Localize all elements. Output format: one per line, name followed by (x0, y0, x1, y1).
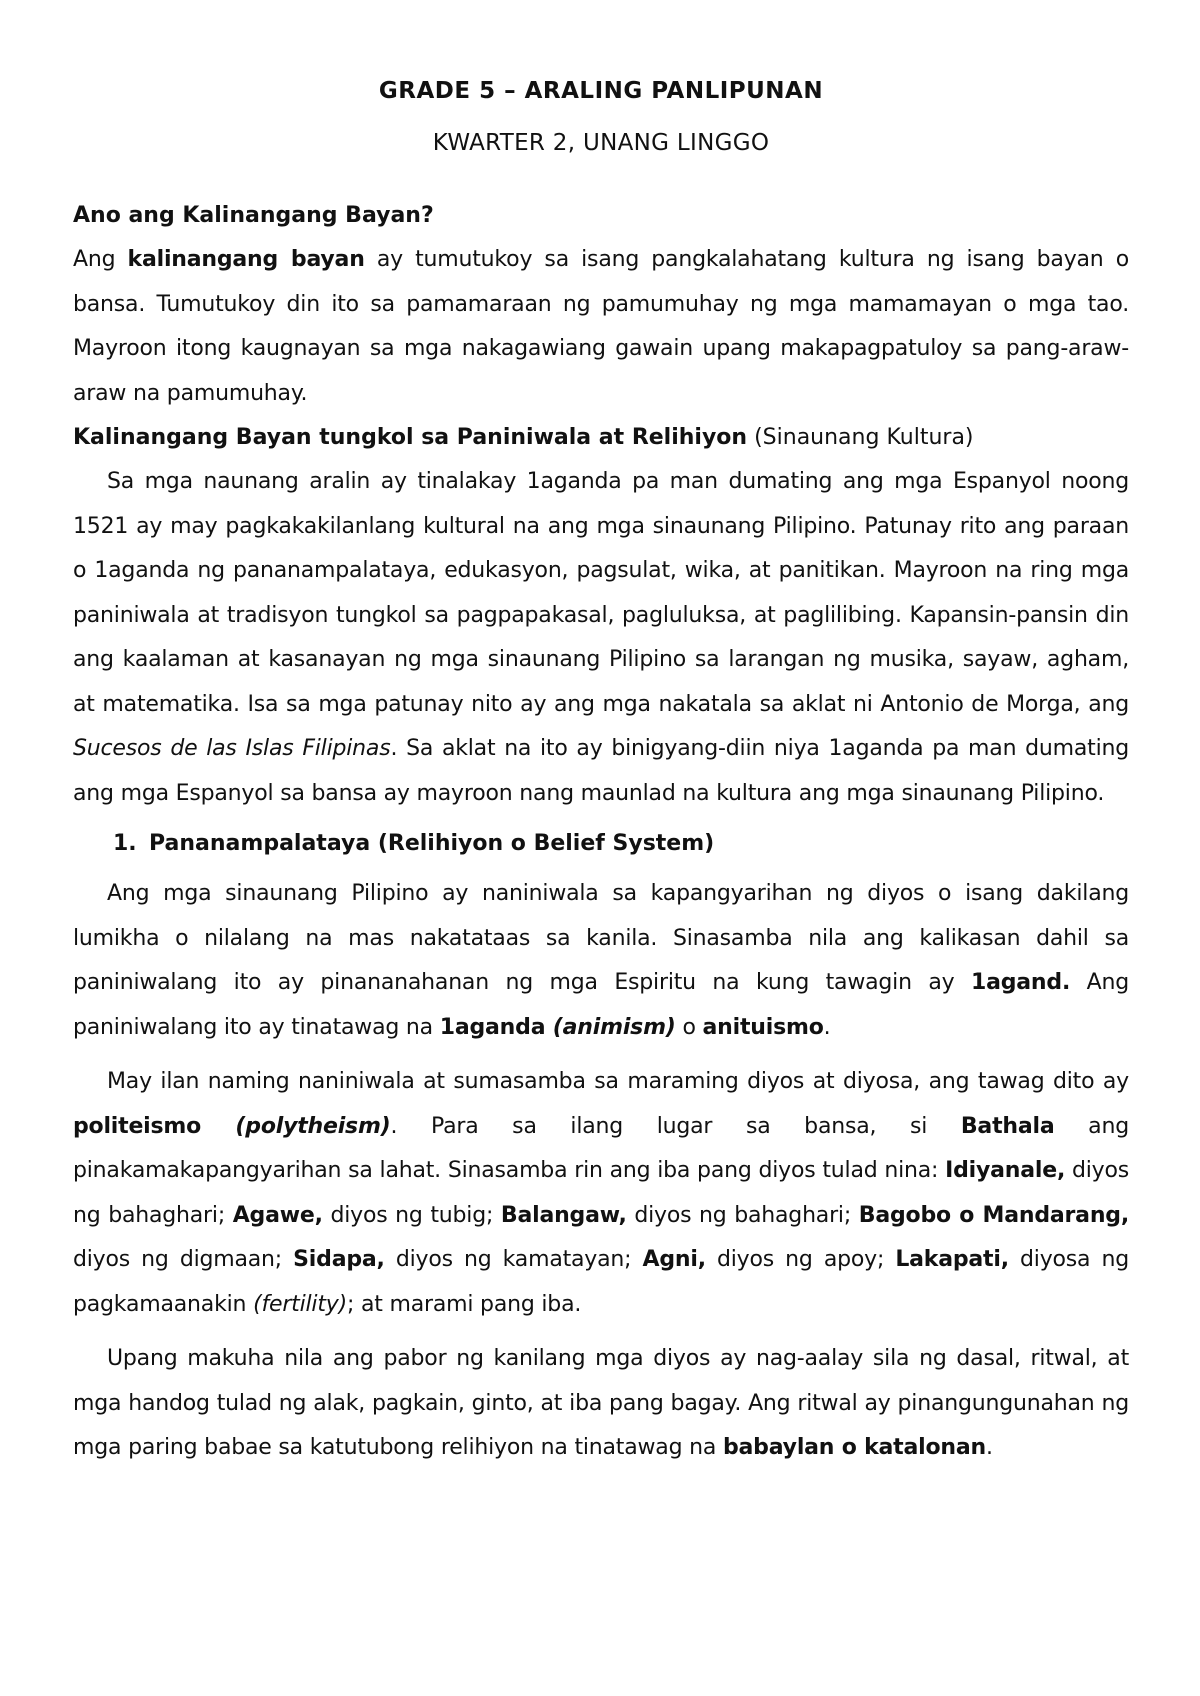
god-desc: diyos ng apoy; (705, 1247, 896, 1272)
god-name: Lakapati, (895, 1247, 1009, 1272)
belief-paragraph (73, 460, 1129, 816)
god-name: Balangaw, (500, 1202, 627, 1228)
term: 1agand. (970, 970, 1071, 995)
section-1-number: 1. (113, 831, 137, 856)
text-run: Upang makuha nila ang pabor ng kanilang mga diyos ay nag-aalay sila ng dasal, ritwal, at mga handog tulad ng alak, pagkain, ginto, at iba pang bagay. Ang ritwal ay pinangungunahan ng mga paring babae sa katutubong relihiyon na tinatawag na (73, 1346, 1129, 1460)
text-run: ang pinakamakapangyarihan sa lahat. Sinasamba rin ang iba pang diyos tulad nina: (73, 1113, 1129, 1183)
text-run: Ang (73, 247, 128, 272)
god-name: Sidapa, (293, 1247, 385, 1272)
god-desc: diyos ng tubig; (322, 1202, 501, 1228)
belief-heading-note: (Sinaunang Kultura) (747, 425, 974, 450)
god-desc: diyosa ng pagkamaanakin (73, 1247, 1129, 1317)
term: 1aganda (439, 1014, 546, 1040)
text-run: Ang mga sinaunang Pilipino ay naniniwala sa kapangyarihan ng diyos o isang dakilang lumikha o nilalang na mas nakatataas sa kanila. Sinasamba nila ang kalikasan dahil sa paniniwalang ito ay pinananahanan ng mga Espiritu na kung tawagin ay (73, 881, 1129, 995)
god-desc: diyos ng bahaghari; (73, 1158, 1129, 1228)
term-animism: (animism) (545, 1014, 676, 1040)
belief-section-heading (73, 416, 1129, 460)
god-name: Agawe, (232, 1202, 323, 1228)
text-run: . Sa aklat na ito ay binigyang-diin niya 1aganda pa man dumating ang mga Espanyol sa bansa ay mayroon nang maunlad na kultura ang mga sinaunang Pilipino. (73, 736, 1129, 806)
god-name: Idiyanale, (945, 1158, 1066, 1183)
text-run: ay tumutukoy sa isang pangkalahatang kultura ng isang bayan o bansa. Tumutukoy din ito sa pamamaraan ng pamumuhay ng mga mamamayan o mga tao. Mayroon itong kaugnayan sa mga nakagawiang gawain upang makapagpatuloy sa pang-araw-araw na pamumuhay. (73, 247, 1129, 406)
document-title: GRADE 5 – ARALING PANLIPUNAN (378, 78, 824, 104)
term-kalinangang-bayan: kalinangang bayan (127, 247, 365, 272)
section-1-title: Pananampalataya (Relihiyon o Belief System) (149, 831, 715, 856)
text-run: ; at marami pang iba. (346, 1291, 582, 1317)
section-1-paragraph-2 (73, 1060, 1129, 1327)
text-run: May ilan naming naniniwala at sumasamba sa maraming diyos at diyosa, ang tawag dito ay (107, 1069, 1129, 1094)
text-run: . Para sa ilang lugar sa bansa, si (390, 1113, 961, 1139)
belief-heading-text: Kalinangang Bayan tungkol sa Paniniwala at Relihiyon (73, 425, 748, 450)
intro-paragraph (73, 238, 1129, 416)
term-babaylan: babaylan o katalonan (722, 1435, 986, 1460)
text-run: o (675, 1014, 703, 1040)
text-run: . (823, 1014, 831, 1040)
section-1-paragraph-3 (73, 1337, 1129, 1471)
term-bathala: Bathala (960, 1113, 1055, 1139)
god-desc: diyos ng kamatayan; (384, 1247, 643, 1272)
god-name: Agni, (642, 1247, 706, 1272)
intro-question-heading: Ano ang Kalinangang Bayan? (73, 203, 434, 228)
god-name: Bagobo o Mandarang, (858, 1202, 1129, 1228)
book-title: Sucesos de las Islas Filipinas (73, 736, 391, 761)
term-fertility: (fertility) (253, 1291, 347, 1317)
document-content (73, 70, 1129, 1471)
section-1-heading (73, 822, 1129, 866)
god-desc: diyos ng digmaan; (73, 1247, 294, 1272)
god-desc: diyos ng bahaghari; (626, 1202, 859, 1228)
document-subtitle: KWARTER 2, UNANG LINGGO (432, 130, 770, 156)
term-politeismo: politeismo (73, 1113, 202, 1139)
term-anituismo: anituismo (702, 1014, 824, 1040)
text-run: Sa mga naunang aralin ay tinalakay 1aganda pa man dumating ang mga Espanyol noong 1521 ay may pagkakakilanlang kultural na ang mga sinaunang Pilipino. Patunay rito ang paraan o 1aganda ng pananampalataya, edukasyon, pagsulat, wika, at panitikan. Mayroon na ring mga paniniwala at tradisyon tungkol sa pagpapakasal, pagluluksa, at paglilibing. Kapansin-pansin din ang kaalaman at kasanayan ng mga sinaunang Pilipino sa larangan ng musika, sayaw, agham, at matematika. Isa sa mga patunay nito ay ang mga nakatala sa aklat ni Antonio de Morga, ang (73, 469, 1129, 717)
section-1-paragraph-1 (73, 872, 1129, 1050)
text-run: . (985, 1435, 993, 1460)
text-run: Ang paniniwalang ito ay tinatawag na (73, 970, 1129, 1040)
term-polytheism: (polytheism) (201, 1113, 391, 1139)
